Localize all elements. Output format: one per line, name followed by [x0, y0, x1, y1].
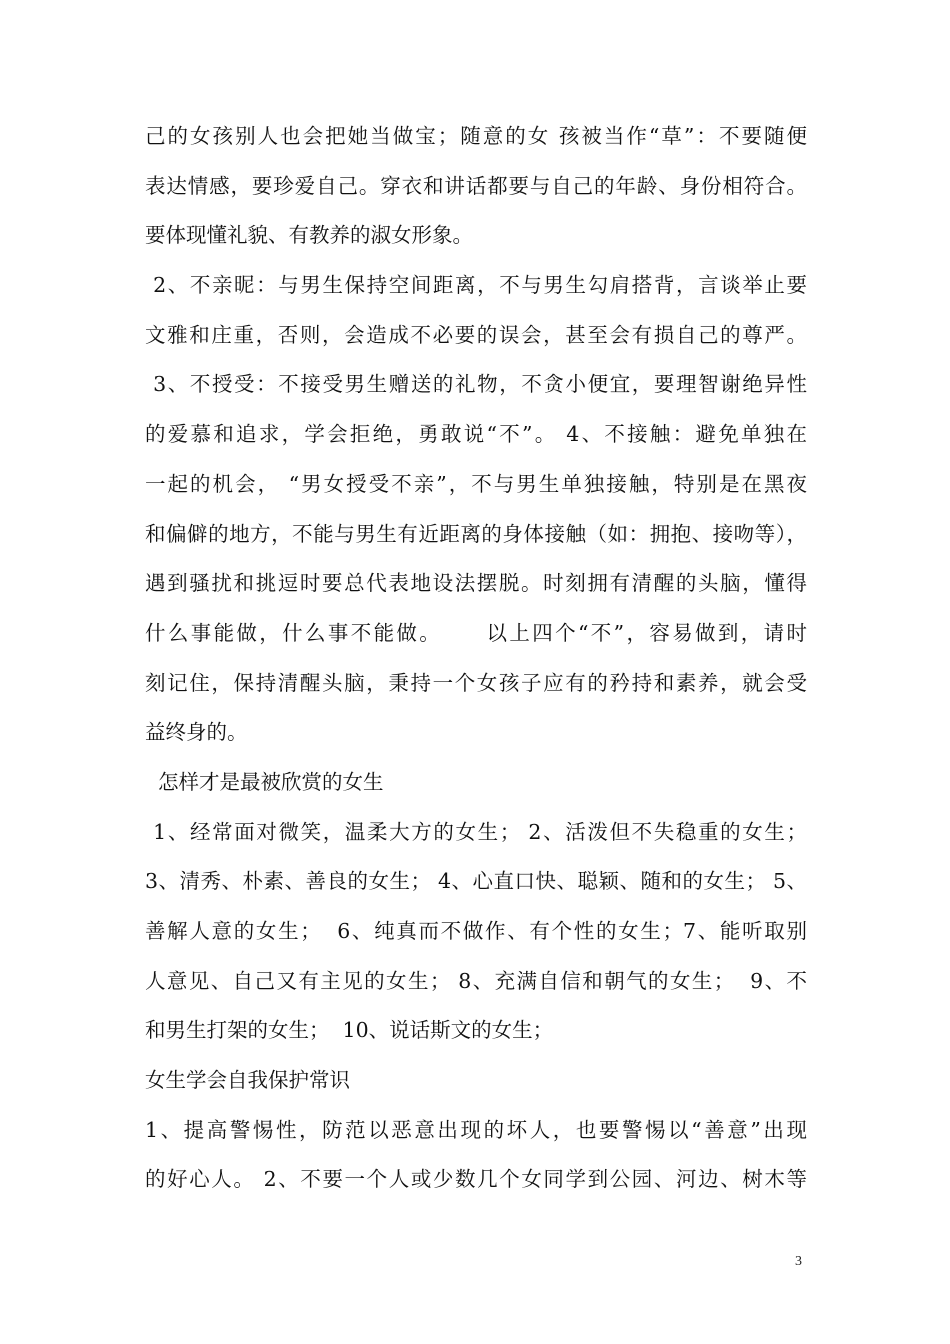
text-line: 文雅和庄重，否则，会造成不必要的误会，甚至会有损自己的尊严。 [145, 322, 807, 347]
text-line: 1、提高警惕性，防范以恶意出现的坏人，也要警惕以“善意”出现 [145, 1117, 807, 1142]
text-line: 己的女孩别人也会把她当做宝；随意的女 孩被当作“草”：不要随便 [145, 124, 807, 148]
text-line: 一起的机会， “男女授受不亲”，不与男生单独接触，特别是在黑夜 [145, 471, 807, 496]
text-line: 的爱慕和追求，学会拒绝，勇敢说“不”。 4、不接触：避免单独在 [145, 422, 807, 447]
text-line: 表达情感，要珍爱自己。穿衣和讲话都要与自己的年龄、身份相符合。 [145, 173, 807, 198]
section-heading: 女生学会自我保护常识 [145, 1068, 350, 1093]
text-line: 遇到骚扰和挑逗时要总代表地设法摆脱。时刻拥有清醒的头脑，懂得 [145, 571, 807, 596]
text-line: 和偏僻的地方，不能与男生有近距离的身体接触（如：拥抱、接吻等）， [145, 521, 807, 546]
text-line: 什么事能做，什么事不能做。 以上四个“不”，容易做到，请时 [145, 620, 807, 645]
text-line: 益终身的。 [145, 720, 248, 745]
text-line: 2、不亲昵：与男生保持空间距离，不与男生勾肩搭背，言谈举止要 [145, 273, 807, 298]
text-line: 善解人意的女生； 6、纯真而不做作、有个性的女生；7、能听取别 [145, 919, 807, 943]
text-line: 和男生打架的女生； 10、说话斯文的女生； [145, 1018, 554, 1043]
text-line: 3、不授受：不接受男生赠送的礼物，不贪小便宜，要理智谢绝异性 [145, 372, 807, 397]
text-line: 的好心人。 2、不要一个人或少数几个女同学到公园、河边、树木等 [145, 1167, 807, 1192]
text-line: 人意见、自己又有主见的女生； 8、充满自信和朝气的女生； 9、不 [145, 968, 807, 993]
section-heading: 怎样才是最被欣赏的女生 [145, 769, 384, 794]
body-text [145, 112, 807, 1205]
text-line: 3、清秀、朴素、善良的女生； 4、心直口快、聪颖、随和的女生； 5、 [145, 869, 807, 894]
text-line: 1、经常面对微笑，温柔大方的女生； 2、活泼但不失稳重的女生； [145, 819, 807, 844]
page-number: 3 [795, 1254, 802, 1269]
text-line: 刻记住，保持清醒头脑，秉持一个女孩子应有的矜持和素养，就会受 [145, 670, 807, 695]
text-line: 要体现懂礼貌、有教养的淑女形象。 [145, 223, 473, 248]
